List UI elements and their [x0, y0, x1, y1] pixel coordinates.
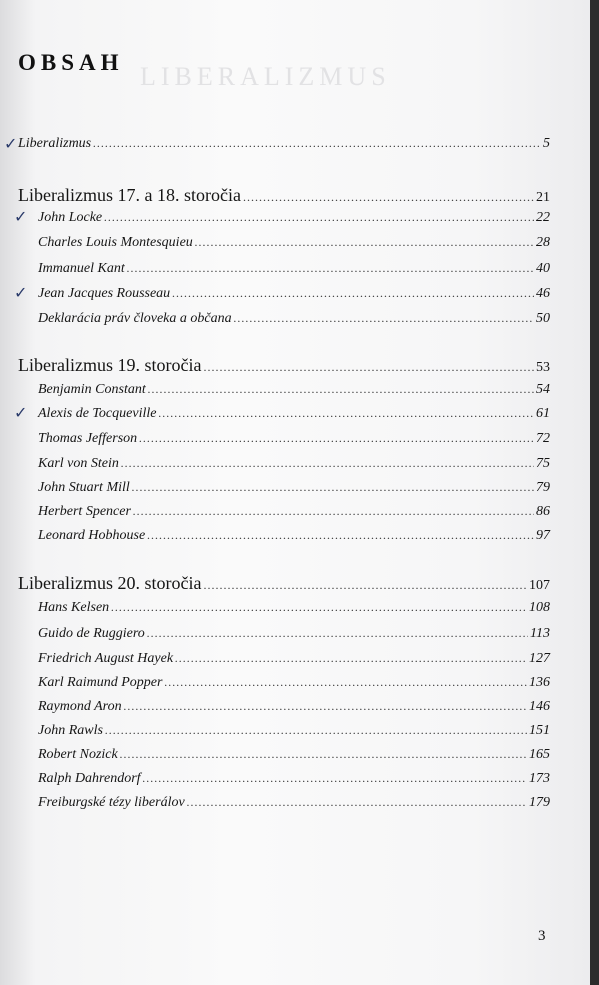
toc-entry-label: Ralph Dahrendorf	[38, 771, 141, 786]
toc-entry-label: Karl Raimund Popper	[38, 675, 163, 690]
chapter-label: Liberalizmus 17. a 18. storočia	[18, 185, 241, 205]
leader-dots	[175, 651, 527, 666]
toc-entry-page: 61	[536, 406, 550, 421]
toc-entry-label: Jean Jacques Rousseau	[38, 286, 171, 301]
leader-dots	[203, 578, 527, 593]
toc-entry[interactable]	[38, 235, 550, 257]
toc-entry[interactable]	[38, 431, 550, 453]
toc-entry[interactable]	[38, 504, 550, 526]
toc-entry[interactable]	[38, 286, 550, 308]
toc-entry-label: John Stuart Mill	[38, 480, 130, 495]
leader-dots	[121, 456, 534, 471]
toc-entry-page: 113	[530, 626, 550, 641]
toc-entry[interactable]	[38, 795, 550, 817]
toc-chapter-20[interactable]	[18, 573, 550, 599]
toc-entry-label: Guido de Ruggiero	[38, 626, 145, 641]
toc-entry-label: Liberalizmus	[18, 136, 92, 151]
toc-entry[interactable]	[38, 600, 550, 622]
toc-entry-label: Freiburgské tézy liberálov	[38, 795, 185, 810]
toc-entry-page: 86	[536, 504, 550, 519]
toc-chapter-17-18[interactable]	[18, 185, 550, 211]
toc-entry[interactable]	[38, 382, 550, 404]
leader-dots	[195, 235, 534, 250]
leader-dots	[143, 771, 527, 786]
toc-entry-page: 108	[529, 600, 550, 615]
leader-dots	[147, 626, 528, 641]
leader-dots	[120, 747, 527, 762]
toc-entry-label: Herbert Spencer	[38, 504, 131, 519]
toc-entry-label: Charles Louis Montesquieu	[38, 235, 193, 250]
toc-entry-page: 75	[536, 456, 550, 471]
chapter-page: 107	[529, 578, 550, 593]
toc-entry[interactable]	[38, 210, 550, 232]
toc-entry-label: Alexis de Tocqueville	[38, 406, 157, 421]
leader-dots	[132, 480, 534, 495]
page-number: 3	[538, 928, 546, 944]
toc-entry-label: John Locke	[38, 210, 103, 225]
leader-dots	[147, 528, 534, 543]
leader-dots	[139, 431, 534, 446]
toc-entry-page: 136	[529, 675, 550, 690]
toc-entry[interactable]	[38, 406, 550, 428]
leader-dots	[124, 699, 527, 714]
leader-dots	[164, 675, 527, 690]
toc-heading: OBSAH	[18, 50, 124, 75]
leader-dots	[148, 382, 534, 397]
toc-entry[interactable]	[38, 675, 550, 697]
pencil-check-icon: ✓	[14, 403, 28, 422]
toc-chapter-19[interactable]	[18, 355, 550, 381]
pencil-check-icon: ✓	[14, 207, 28, 226]
toc-entry-page: 54	[536, 382, 550, 397]
toc-entry-label: Friedrich August Hayek	[38, 651, 174, 666]
leader-dots	[243, 190, 534, 205]
toc-entry[interactable]	[38, 626, 550, 648]
toc-entry[interactable]	[38, 771, 550, 793]
leader-dots	[187, 795, 527, 810]
show-through-title: LIBERALIZMUS	[140, 62, 391, 91]
leader-dots	[104, 210, 534, 225]
toc-entry-page: 5	[543, 136, 550, 151]
chapter-label: Liberalizmus 19. storočia	[18, 355, 202, 375]
leader-dots	[93, 136, 541, 151]
toc-entry[interactable]	[38, 311, 550, 333]
chapter-label: Liberalizmus 20. storočia	[18, 573, 202, 593]
toc-entry-label: Raymond Aron	[38, 699, 122, 714]
leader-dots	[111, 600, 527, 615]
toc-entry-page: 173	[529, 771, 550, 786]
leader-dots	[158, 406, 534, 421]
chapter-page: 21	[536, 190, 550, 205]
toc-entry-page: 50	[536, 311, 550, 326]
toc-entry-page: 28	[536, 235, 550, 250]
toc-entry-page: 127	[529, 651, 550, 666]
leader-dots	[133, 504, 534, 519]
toc-entry-page: 97	[536, 528, 550, 543]
toc-entry-page: 72	[536, 431, 550, 446]
toc-entry-label: Hans Kelsen	[38, 600, 110, 615]
toc-entry-label: Robert Nozick	[38, 747, 118, 762]
toc-entry[interactable]	[38, 651, 550, 673]
toc-entry-page: 179	[529, 795, 550, 810]
toc-entry-page: 151	[529, 723, 550, 738]
toc-entry[interactable]	[38, 747, 550, 769]
toc-entry[interactable]	[38, 261, 550, 283]
toc-entry-page: 146	[529, 699, 550, 714]
leader-dots	[127, 261, 534, 276]
toc-entry-label: Leonard Hobhouse	[38, 528, 146, 543]
toc-entry[interactable]	[38, 480, 550, 502]
toc-entry-page: 165	[529, 747, 550, 762]
toc-entry-page: 46	[536, 286, 550, 301]
toc-entry-page: 79	[536, 480, 550, 495]
toc-entry-label: John Rawls	[38, 723, 103, 738]
leader-dots	[105, 723, 527, 738]
toc-entry-page: 40	[536, 261, 550, 276]
toc-entry[interactable]	[38, 456, 550, 478]
leader-dots	[172, 286, 534, 301]
toc-entry-page: 22	[536, 210, 550, 225]
pencil-check-icon: ✓	[14, 283, 28, 302]
toc-entry-label: Thomas Jefferson	[38, 431, 138, 446]
toc-entry-label: Karl von Stein	[38, 456, 119, 471]
chapter-page: 53	[536, 360, 550, 375]
toc-entry-label: Deklarácia práv človeka a občana	[38, 311, 232, 326]
toc-entry[interactable]	[38, 723, 550, 745]
toc-entry[interactable]	[38, 528, 550, 550]
toc-entry-label: Benjamin Constant	[38, 382, 146, 397]
toc-entry-intro[interactable]	[18, 136, 550, 158]
toc-entry-label: Immanuel Kant	[38, 261, 125, 276]
leader-dots	[234, 311, 534, 326]
toc-entry[interactable]	[38, 699, 550, 721]
leader-dots	[203, 360, 534, 375]
pencil-check-icon: ✓	[4, 134, 18, 153]
